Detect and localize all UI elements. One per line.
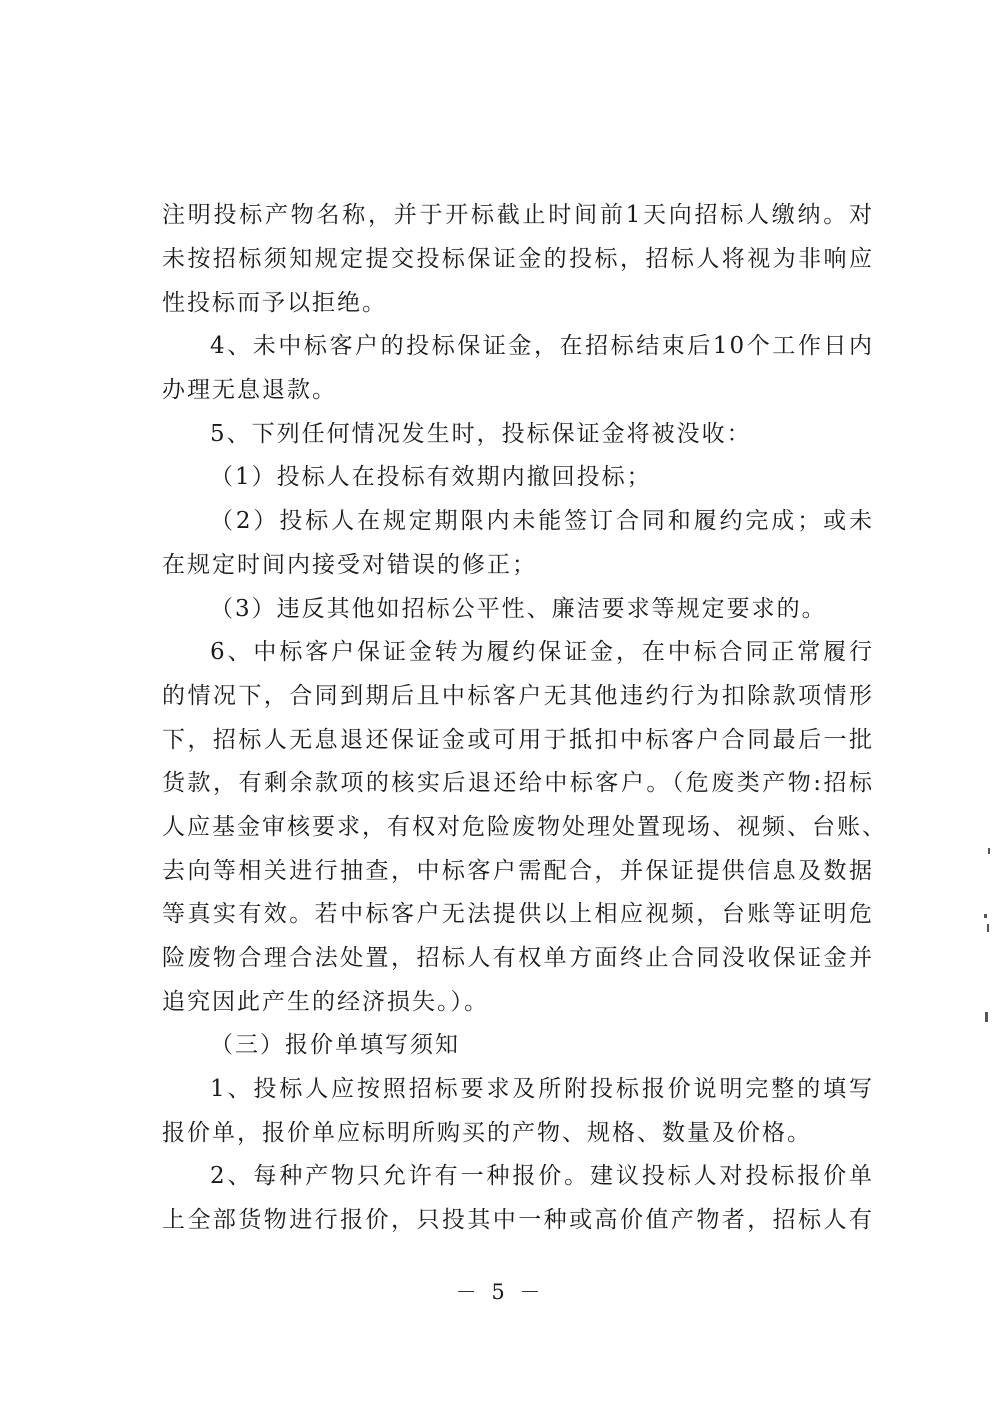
body-line: 6、中标客户保证金转为履约保证金，在中标合同正常履行 [210, 639, 874, 665]
body-line: 去向等相关进行抽查，中标客户需配合，并保证提供信息及数据 [162, 858, 874, 884]
body-line: 5、下列任何情况发生时，投标保证金将被没收： [210, 421, 752, 447]
body-line: 性投标而予以拒绝。 [162, 290, 387, 316]
body-line: 追究因此产生的经济损失。）。 [162, 989, 489, 1015]
body-line: 货款，有剩余款项的核实后退还给中标客户。（危废类产物:招标 [162, 770, 874, 796]
body-line: 在规定时间内接受对错误的修正； [162, 552, 537, 578]
body-line: 注明投标产物名称，并于开标截止时间前1天向招标人缴纳。对 [162, 202, 874, 228]
scan-mark [985, 1012, 988, 1022]
body-line: 未按招标须知规定提交投标保证金的投标，招标人将视为非响应 [162, 246, 874, 272]
body-line: 人应基金审核要求，有权对危险废物处理处置现场、视频、台账、 [162, 814, 887, 840]
body-line: 下，招标人无息退还保证金或可用于抵扣中标客户合同最后一批 [162, 727, 874, 753]
body-line: （3）违反其他如招标公平性、廉洁要求等规定要求的。 [210, 596, 827, 622]
body-line: （2）投标人在规定期限内未能签订合同和履约完成；或未 [210, 508, 874, 534]
body-line: 上全部货物进行报价，只投其中一种或高价值产物者，招标人有 [162, 1207, 874, 1233]
body-line: 等真实有效。若中标客户无法提供以上相应视频，台账等证明危 [162, 901, 874, 927]
body-line: 险废物合理合法处置，招标人有权单方面终止合同没收保证金并 [162, 945, 874, 971]
body-line: 2、每种产物只允许有一种报价。建议投标人对投标报价单 [210, 1163, 874, 1189]
body-line: 报价单，报价单应标明所购买的产物、规格、数量及价格。 [162, 1120, 812, 1146]
body-line: 1、投标人应按照招标要求及所附投标报价说明完整的填写 [210, 1076, 874, 1102]
section-heading: （三）报价单填写须知 [210, 1032, 460, 1058]
page-number: － 5 － [455, 1280, 545, 1304]
body-line: （1）投标人在投标有效期内撤回投标； [210, 464, 652, 490]
body-line: 办理无息退款。 [162, 377, 337, 403]
scan-mark [984, 914, 987, 918]
body-line: 4、未中标客户的投标保证金，在招标结束后10个工作日内 [210, 333, 874, 359]
scan-mark [988, 848, 990, 854]
scan-mark [987, 924, 989, 932]
body-line: 的情况下，合同到期后且中标客户无其他违约行为扣除款项情形 [162, 683, 874, 709]
